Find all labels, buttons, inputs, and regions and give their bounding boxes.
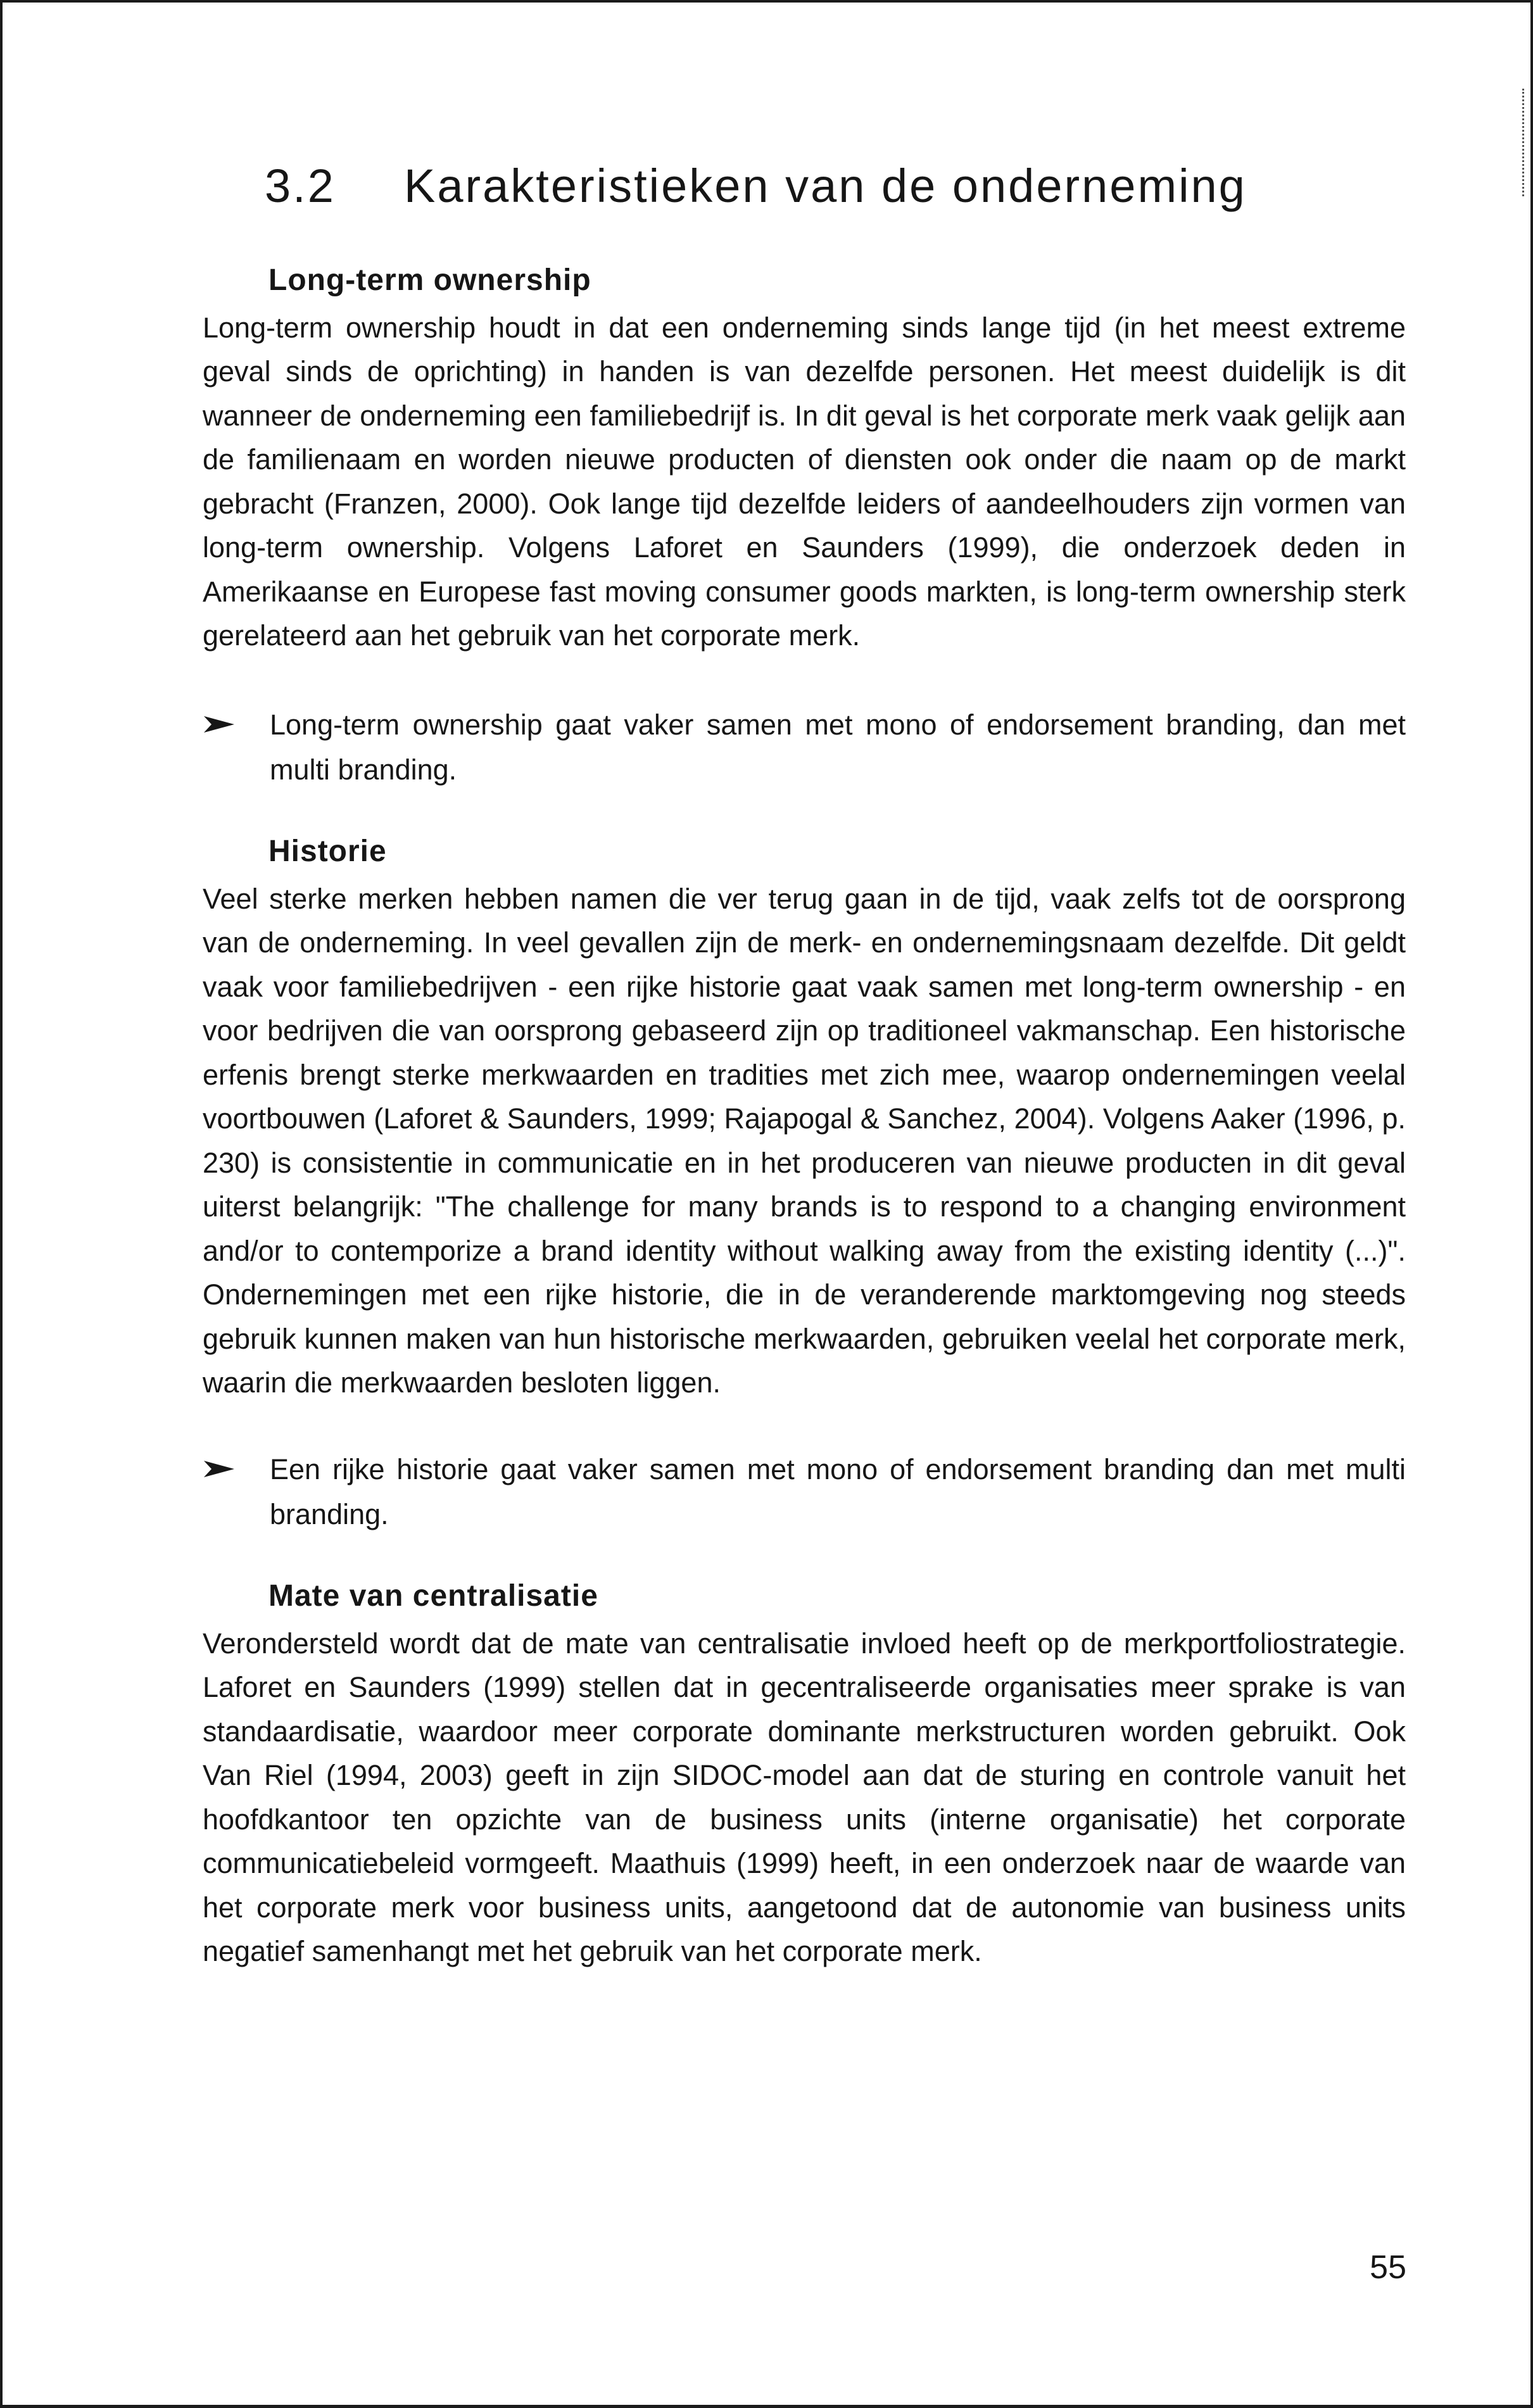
chapter-number: 3.2: [265, 160, 336, 212]
section-heading: Historie: [268, 834, 387, 868]
section-heading: Mate van centralisatie: [268, 1579, 598, 1613]
section-paragraph: Long-term ownership houdt in dat een onderneming sinds lange tijd (in het meest extreme geval sinds de oprichting) in handen is van dezelfde personen. Het meest duidelijk is dit wanneer de onderneming een familiebedrijf is. In dit geval is het corporate merk vaak gelijk aan de familienaam en worden nieuwe producten of diensten ook onder die naam op de markt gebracht (Franzen, 2000). Ook lange tijd dezelfde leiders of aandeelhouders zijn vormen van long-term ownership. Volgens Laforet en Saunders (1999), die onderzoek deden in Amerikaanse en Europese fast moving consumer goods markten, is long-term ownership sterk gerelateerd aan het gebruik van het corporate merk.: [203, 311, 1406, 652]
hypothesis: [203, 1447, 1406, 1537]
chapter-title: [265, 158, 1406, 215]
hypothesis-text: Een rijke historie gaat vaker samen met mono of endorsement branding dan met multi branding.: [270, 1453, 1406, 1530]
hypothesis: [203, 702, 1406, 792]
section-heading: Long-term ownership: [268, 263, 591, 297]
section-mate-van-centralisatie: [203, 1573, 1406, 1974]
hypothesis-text: Long-term ownership gaat vaker samen met mono of endorsement branding, dan met multi branding.: [270, 708, 1406, 786]
arrowhead-bullet-icon: [203, 705, 238, 743]
page-number: 55: [1370, 2249, 1406, 2286]
page-content: [203, 158, 1406, 1974]
section-paragraph: Veel sterke merken hebben namen die ver terug gaan in de tijd, vaak zelfs tot de oorsprong van de onderneming. In veel gevallen zijn de merk- en ondernemingsnaam dezelfde. Dit geldt vaak voor familiebedrijven - een rijke historie gaat vaak samen met long-term ownership - en voor bedrijven die van oorsprong gebaseerd zijn op traditioneel vakmanschap. Een historische erfenis brengt sterke merkwaarden en tradities met zich mee, waarop ondernemingen veelal voortbouwen (Laforet & Saunders, 1999; Rajapogal & Sanchez, 2004). Volgens Aaker (1996, p. 230) is consistentie in communicatie en in het produceren van nieuwe producten in dit geval uiterst belangrijk: "The challenge for many brands is to respond to a changing environment and/or to contemporize a brand identity without walking away from the existing identity (...)". Ondernemingen met een rijke historie, die in de veranderende marktomgeving nog steeds gebruik kunnen maken van hun historische merkwaarden, gebruiken veelal het corporate merk, waarin die merkwaarden besloten liggen.: [203, 882, 1406, 1399]
edge-marks: [1522, 89, 1528, 196]
section-paragraph: Verondersteld wordt dat de mate van centralisatie invloed heeft op de merkportfoliostrategie. Laforet en Saunders (1999) stellen dat in gecentraliseerde organisaties meer sprake is van standaardisatie, waardoor meer corporate dominante merkstructuren worden gebruikt. Ook Van Riel (1994, 2003) geeft in zijn SIDOC-model aan dat de sturing en controle vanuit het hoofdkantoor ten opzichte van de business units (interne organisatie) het corporate communicatiebeleid vormgeeft. Maathuis (1999) heeft, in een onderzoek naar de waarde van het corporate merk voor business units, aangetoond dat de autonomie van business units negatief samenhangt met het gebruik van het corporate merk.: [203, 1627, 1406, 1968]
section-long-term-ownership: [203, 258, 1406, 792]
section-historie: [203, 829, 1406, 1537]
chapter-title-text: Karakteristieken van de onderneming: [404, 160, 1247, 212]
arrowhead-bullet-icon: [203, 1449, 238, 1487]
